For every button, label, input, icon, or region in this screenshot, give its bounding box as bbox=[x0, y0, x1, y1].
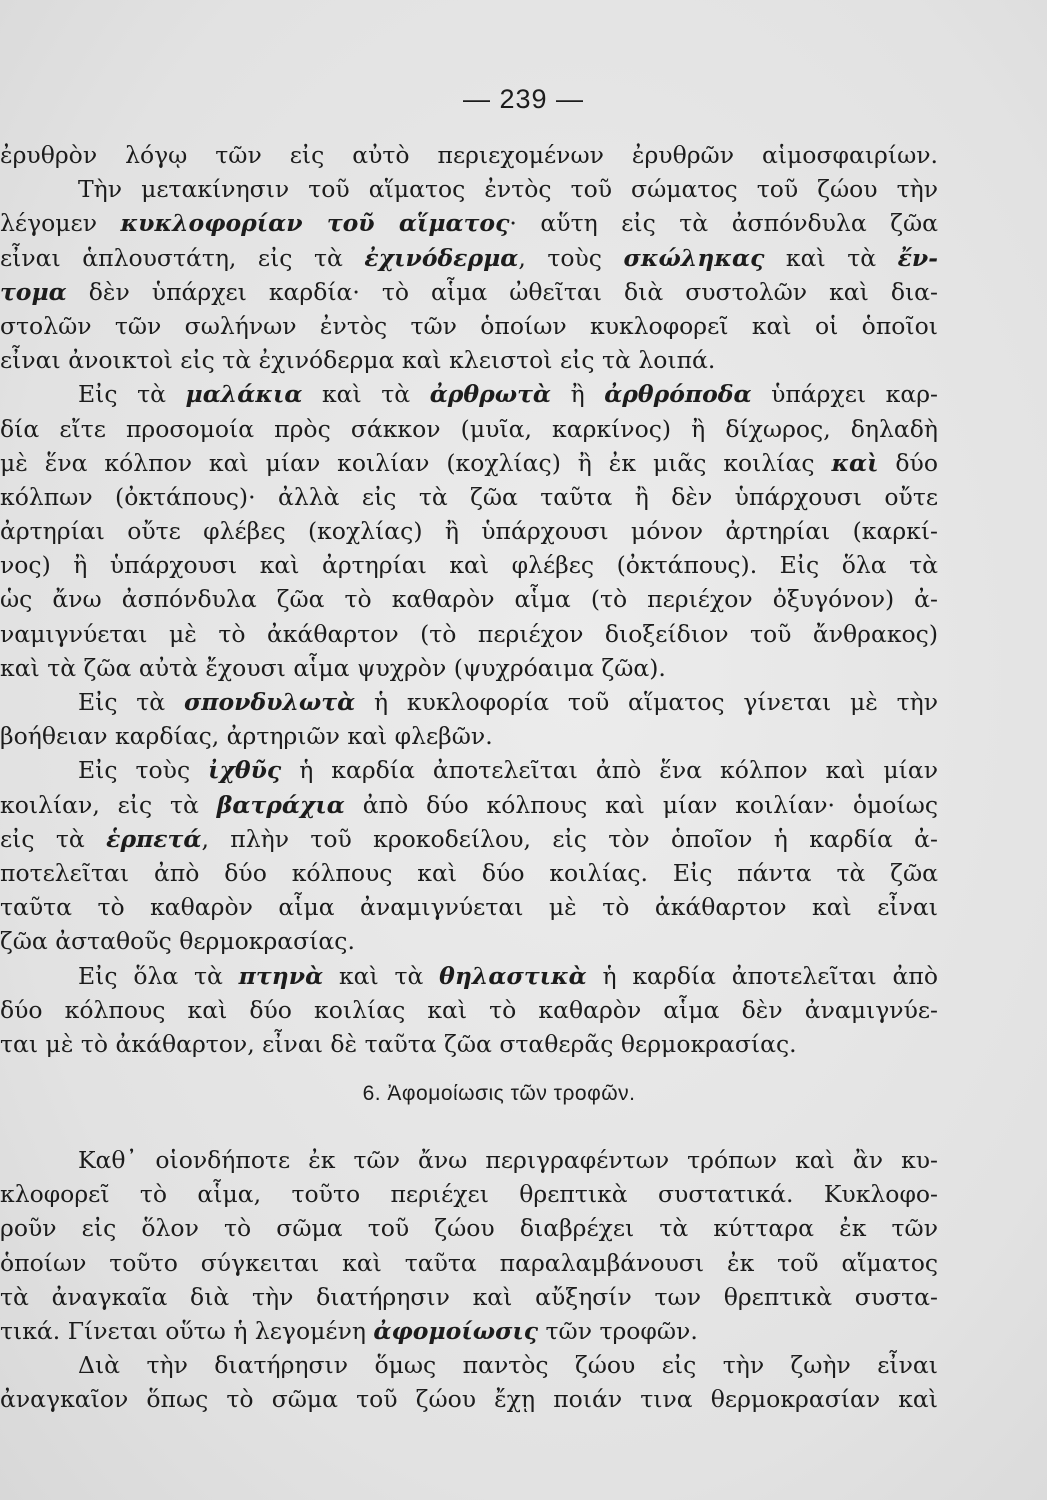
text-segment: καὶ τὰ bbox=[764, 243, 898, 272]
text-segment: ζῶα ἀσταθοῦς θερμοκρασίας. bbox=[0, 927, 355, 956]
text-line bbox=[0, 548, 938, 582]
text-line bbox=[0, 924, 938, 958]
text-segment: ἀπὸ δύο κόλπους καὶ μίαν κοιλίαν· ὁμοίως bbox=[344, 790, 938, 819]
text-segment: ἡ κυκλοφορία τοῦ αἵματος γίνεται μὲ τὴν bbox=[355, 688, 938, 716]
text-segment: κλοφορεῖ τὸ αἷμα, τοῦτο περιέχει θρεπτικὰ συστατικά. Κυκλοφο- bbox=[0, 1180, 938, 1209]
text-line bbox=[0, 138, 938, 172]
text-segment: · αὕτη εἰς τὰ ἀσπόνδυλα ζῶα bbox=[509, 209, 938, 238]
emphasized-term: ἐχινόδερμα bbox=[364, 243, 519, 272]
emphasized-term: τομα bbox=[0, 277, 67, 306]
text-segment: ἢ bbox=[551, 380, 605, 409]
text-segment: κοιλίαν, εἰς τὰ bbox=[0, 790, 217, 819]
text-line bbox=[0, 412, 938, 446]
text-segment: νος) ἢ ὑπάρχουσι καὶ ἀρτηρίαι καὶ φλέβες (ὀκτάπους). Εἰς ὅλα τὰ bbox=[0, 551, 938, 580]
text-segment: , τοὺς bbox=[518, 243, 624, 272]
text-segment: ὑπάρχει καρ- bbox=[751, 380, 938, 409]
text-segment: εἶναι ἀνοικτοὶ εἰς τὰ ἐχινόδερμα καὶ κλειστοὶ εἰς τὰ λοιπά. bbox=[0, 346, 716, 375]
text-line bbox=[0, 309, 938, 343]
text-line bbox=[0, 582, 938, 616]
text-line bbox=[0, 275, 938, 309]
text-segment: εἰς τὰ bbox=[0, 824, 107, 853]
emphasized-term: κυκλοφορίαν τοῦ αἵματος bbox=[120, 209, 510, 238]
text-line bbox=[0, 822, 938, 856]
paragraphs-circulation bbox=[0, 138, 938, 1061]
text-segment: Εἰς τοὺς bbox=[78, 756, 209, 785]
text-line bbox=[0, 514, 938, 548]
text-line bbox=[0, 343, 938, 377]
text-line bbox=[0, 1280, 938, 1314]
text-line bbox=[0, 856, 938, 890]
emphasized-term: ἀφομοίωσις bbox=[373, 1317, 539, 1345]
text-line bbox=[0, 377, 938, 411]
emphasized-term: καὶ bbox=[831, 448, 879, 477]
emphasized-term: ἀρθρωτὰ bbox=[429, 380, 552, 409]
text-line bbox=[0, 446, 938, 480]
text-segment: δύο bbox=[878, 448, 938, 477]
text-line bbox=[0, 719, 938, 753]
text-line bbox=[0, 685, 938, 719]
text-segment: καὶ τὰ bbox=[323, 961, 440, 990]
section-heading: 6. Ἀφομοίωσις τῶν τροφῶν. bbox=[362, 1082, 636, 1106]
paragraphs-assimilation bbox=[0, 1143, 938, 1417]
text-segment: Τὴν μετακίνησιν τοῦ αἵματος ἐντὸς τοῦ σώματος τοῦ ζώου τὴν bbox=[78, 175, 938, 204]
text-line bbox=[0, 172, 938, 206]
emphasized-term: μαλάκια bbox=[185, 380, 303, 409]
text-segment: Εἰς τὰ bbox=[78, 688, 184, 716]
emphasized-term: σπονδυλωτὰ bbox=[183, 688, 356, 716]
emphasized-term: ἰχθῦς bbox=[208, 756, 282, 785]
text-line bbox=[0, 1177, 938, 1211]
text-line bbox=[0, 1211, 938, 1245]
text-segment: ὡς ἄνω ἀσπόνδυλα ζῶα τὸ καθαρὸν αἷμα (τὸ περιέχον ὀξυγόνον) ἀ- bbox=[0, 585, 938, 614]
text-segment: δία εἴτε προσομοία πρὸς σάκκον (μυῖα, καρκίνος) ἢ δίχωρος, δηλαδὴ bbox=[0, 414, 938, 443]
text-line bbox=[0, 617, 938, 651]
text-segment: ταῦτα τὸ καθαρὸν αἷμα ἀναμιγνύεται μὲ τὸ ἀκάθαρτον καὶ εἶναι bbox=[0, 893, 938, 922]
emphasized-term: βατράχια bbox=[216, 790, 345, 819]
text-segment: ἡ καρδία ἀποτελεῖται ἀπὸ ἕνα κόλπον καὶ μίαν bbox=[281, 756, 938, 785]
text-segment: τῶν τροφῶν. bbox=[538, 1317, 698, 1345]
text-segment: δὲν ὑπάρχει καρδία· τὸ αἷμα ὠθεῖται διὰ συστολῶν καὶ δια- bbox=[66, 277, 938, 306]
text-segment: , πλὴν τοῦ κροκοδείλου, εἰς τὸν ὁποῖον ἡ καρδία ἀ- bbox=[201, 824, 938, 853]
text-segment: καὶ τὰ ζῶα αὐτὰ ἔχουσι αἷμα ψυχρὸν (ψυχρόαιμα ζῶα). bbox=[0, 653, 666, 682]
text-segment: ναμιγνύεται μὲ τὸ ἀκάθαρτον (τὸ περιέχον διοξείδιον τοῦ ἄνθρακος) bbox=[0, 619, 938, 648]
emphasized-term: ἑρπετά bbox=[106, 824, 202, 853]
text-line bbox=[0, 651, 938, 685]
text-segment: δύο κόλπους καὶ δύο κοιλίας καὶ τὸ καθαρὸν αἷμα δὲν ἀναμιγνύε- bbox=[0, 995, 938, 1024]
text-segment: Εἰς τὰ bbox=[78, 380, 186, 409]
text-segment: Εἰς ὅλα τὰ bbox=[78, 961, 239, 990]
emphasized-term: ἀρθρόποδα bbox=[604, 380, 752, 409]
text-line bbox=[0, 1246, 938, 1280]
text-line bbox=[0, 959, 938, 993]
emphasized-term: σκώληκας bbox=[623, 243, 765, 272]
text-segment: ροῦν εἰς ὅλον τὸ σῶμα τοῦ ζώου διαβρέχει τὰ κύτταρα ἐκ τῶν bbox=[0, 1214, 938, 1243]
text-line bbox=[0, 206, 938, 240]
text-segment: βοήθειαν καρδίας, ἀρτηριῶν καὶ φλεβῶν. bbox=[0, 722, 493, 751]
text-line bbox=[0, 993, 938, 1027]
text-line bbox=[0, 1382, 938, 1416]
text-segment: κόλπων (ὀκτάπους)· ἀλλὰ εἰς τὰ ζῶα ταῦτα ἢ δὲν ὑπάρχουσι οὔτε bbox=[0, 482, 938, 511]
text-segment: τικά. Γίνεται οὕτω ἡ λεγομένη bbox=[0, 1317, 374, 1345]
text-line bbox=[0, 1314, 938, 1348]
text-segment: ἀναγκαῖον ὅπως τὸ σῶμα τοῦ ζώου ἔχῃ ποιάν τινα θερμοκρασίαν καὶ bbox=[0, 1385, 938, 1414]
text-segment: ἐρυθρὸν λόγῳ τῶν εἰς αὐτὸ περιεχομένων ἐρυθρῶν αἱμοσφαιρίων. bbox=[0, 141, 938, 169]
text-line bbox=[0, 1143, 938, 1177]
text-segment: λέγομεν bbox=[0, 209, 121, 238]
body-text bbox=[0, 138, 938, 1417]
text-line bbox=[0, 1348, 938, 1382]
emphasized-term: πτηνὰ bbox=[238, 961, 324, 990]
text-segment: στολῶν τῶν σωλήνων ἐντὸς τῶν ὁποίων κυκλοφορεῖ καὶ οἱ ὁποῖοι bbox=[0, 311, 938, 340]
text-segment: μὲ ἕνα κόλπον καὶ μίαν κοιλίαν (κοχλίας) ἢ ἐκ μιᾶς κοιλίας bbox=[0, 448, 832, 477]
text-line bbox=[0, 241, 938, 275]
text-segment: καὶ τὰ bbox=[302, 380, 430, 409]
text-line bbox=[0, 1027, 938, 1061]
text-segment: ἀρτηρίαι οὔτε φλέβες (κοχλίας) ἢ ὑπάρχουσι μόνον ἀρτηρίαι (καρκί- bbox=[0, 517, 938, 546]
emphasized-term: ἔν- bbox=[897, 243, 938, 272]
text-segment: εἶναι ἁπλουστάτη, εἰς τὰ bbox=[0, 243, 365, 272]
text-segment: ἡ καρδία ἀποτελεῖται ἀπὸ bbox=[586, 961, 938, 990]
text-segment: Καθ᾽ οἱονδήποτε ἐκ τῶν ἄνω περιγραφέντων τρόπων καὶ ἂν κυ- bbox=[78, 1146, 938, 1175]
text-segment: τὰ ἀναγκαῖα διὰ τὴν διατήρησιν καὶ αὔξησίν των θρεπτικὰ συστα- bbox=[0, 1282, 938, 1311]
page-number: — 239 — bbox=[462, 84, 585, 114]
text-segment: Διὰ τὴν διατήρησιν ὅμως παντὸς ζώου εἰς τὴν ζωὴν εἶναι bbox=[78, 1351, 938, 1380]
text-line bbox=[0, 890, 938, 924]
text-line bbox=[0, 788, 938, 822]
text-segment: ποτελεῖται ἀπὸ δύο κόλπους καὶ δύο κοιλίας. Εἰς πάντα τὰ ζῶα bbox=[0, 858, 938, 887]
text-line bbox=[0, 753, 938, 787]
text-segment: ται μὲ τὸ ἀκάθαρτον, εἶναι δὲ ταῦτα ζῶα σταθερᾶς θερμοκρασίας. bbox=[0, 1029, 797, 1058]
text-segment: ὁποίων τοῦτο σύγκειται καὶ ταῦτα παραλαμβάνουσι ἐκ τοῦ αἵματος bbox=[0, 1248, 938, 1277]
emphasized-term: θηλαστικὰ bbox=[439, 961, 587, 990]
text-line bbox=[0, 480, 938, 514]
